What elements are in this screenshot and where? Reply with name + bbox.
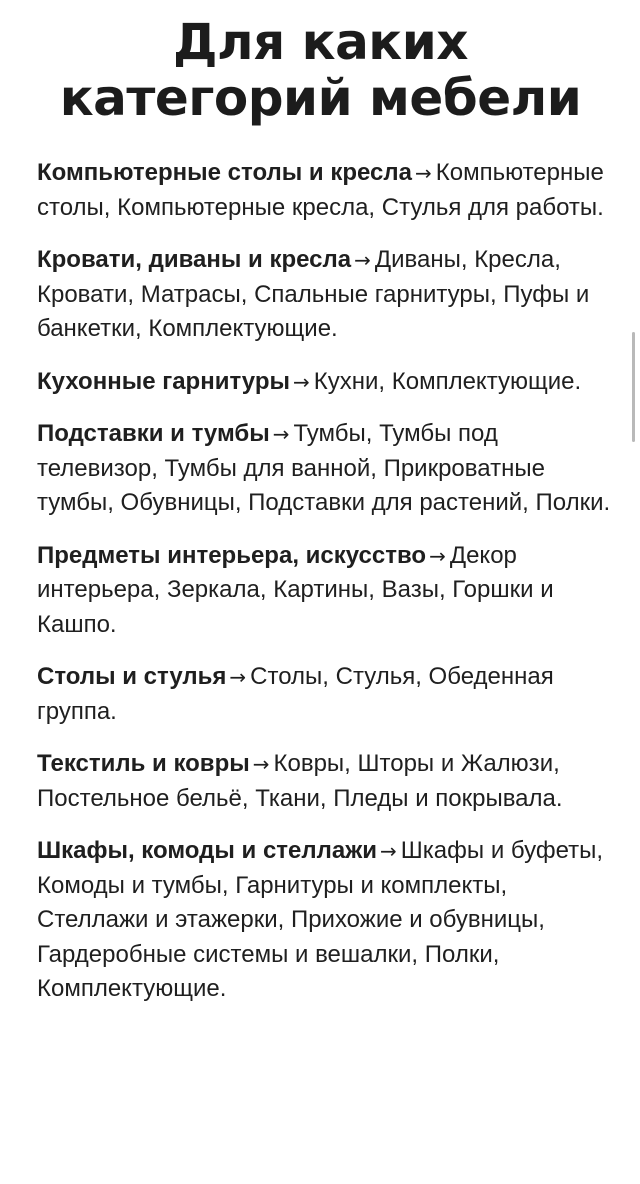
category-list: [37, 156, 612, 1007]
list-item-stands-cabinets: [37, 417, 612, 521]
arrow-right-icon: →: [272, 422, 290, 446]
category-name: Предметы интерьера, искусство: [37, 541, 427, 569]
arrow-right-icon: →: [429, 543, 446, 568]
category-items: Диваны, Кресла, Кровати, Матрасы, Спальные гарнитуры, Пуфы и банкетки, Комплектующие.: [37, 246, 590, 342]
category-name: Кухонные гарнитуры: [37, 367, 290, 395]
arrow-right-icon: →: [415, 161, 432, 185]
scrollbar[interactable]: [632, 332, 635, 442]
list-item-tables-chairs: [37, 660, 612, 729]
arrow-right-icon: →: [293, 369, 310, 394]
category-items: Декор интерьера, Зеркала, Картины, Вазы, Горшки и Кашпо.: [37, 541, 554, 638]
category-name: Компьютерные столы и кресла: [37, 159, 412, 186]
page-title: [37, 8, 612, 126]
category-items: Столы, Стулья, Обеденная группа.: [37, 663, 554, 725]
list-item-computer-furniture: [37, 156, 612, 225]
category-name: Подставки и тумбы: [37, 420, 270, 447]
category-name: Шкафы, комоды и стеллажи: [37, 837, 378, 864]
category-items: Компьютерные столы, Компьютерные кресла, Стулья для работы.: [37, 159, 604, 221]
arrow-right-icon: →: [380, 839, 397, 863]
list-item-textiles-carpets: [37, 747, 612, 816]
list-item-kitchens: [37, 365, 612, 400]
category-items: Кухни, Комплектующие.: [313, 367, 582, 395]
arrow-right-icon: →: [252, 752, 270, 776]
list-item-interior-art: [37, 539, 612, 643]
category-items: Ковры, Шторы и Жалюзи, Постельное бельё, Ткани, Пледы и покрывала.: [37, 750, 563, 812]
list-item-wardrobes-shelves: [37, 834, 612, 1007]
arrow-right-icon: →: [229, 665, 247, 689]
category-name: Кровати, диваны и кресла: [37, 246, 352, 273]
category-items: Шкафы и буфеты, Комоды и тумбы, Гарнитуры и комплекты, Стеллажи и этажерки, Прихожие и обувницы, Гардеробные системы и вешалки, Полки, Комплектующие.: [37, 837, 604, 1002]
category-name: Столы и стулья: [37, 663, 227, 690]
arrow-right-icon: →: [354, 248, 371, 272]
category-items: Тумбы, Тумбы под телевизор, Тумбы для ванной, Прикроватные тумбы, Обувницы, Подставки для растений, Полки.: [37, 420, 611, 516]
title-line-2: категорий мебели: [59, 69, 582, 127]
title-line-1: Для каких: [172, 13, 469, 71]
list-item-beds-sofas: [37, 243, 612, 347]
category-name: Текстиль и ковры: [37, 750, 250, 777]
